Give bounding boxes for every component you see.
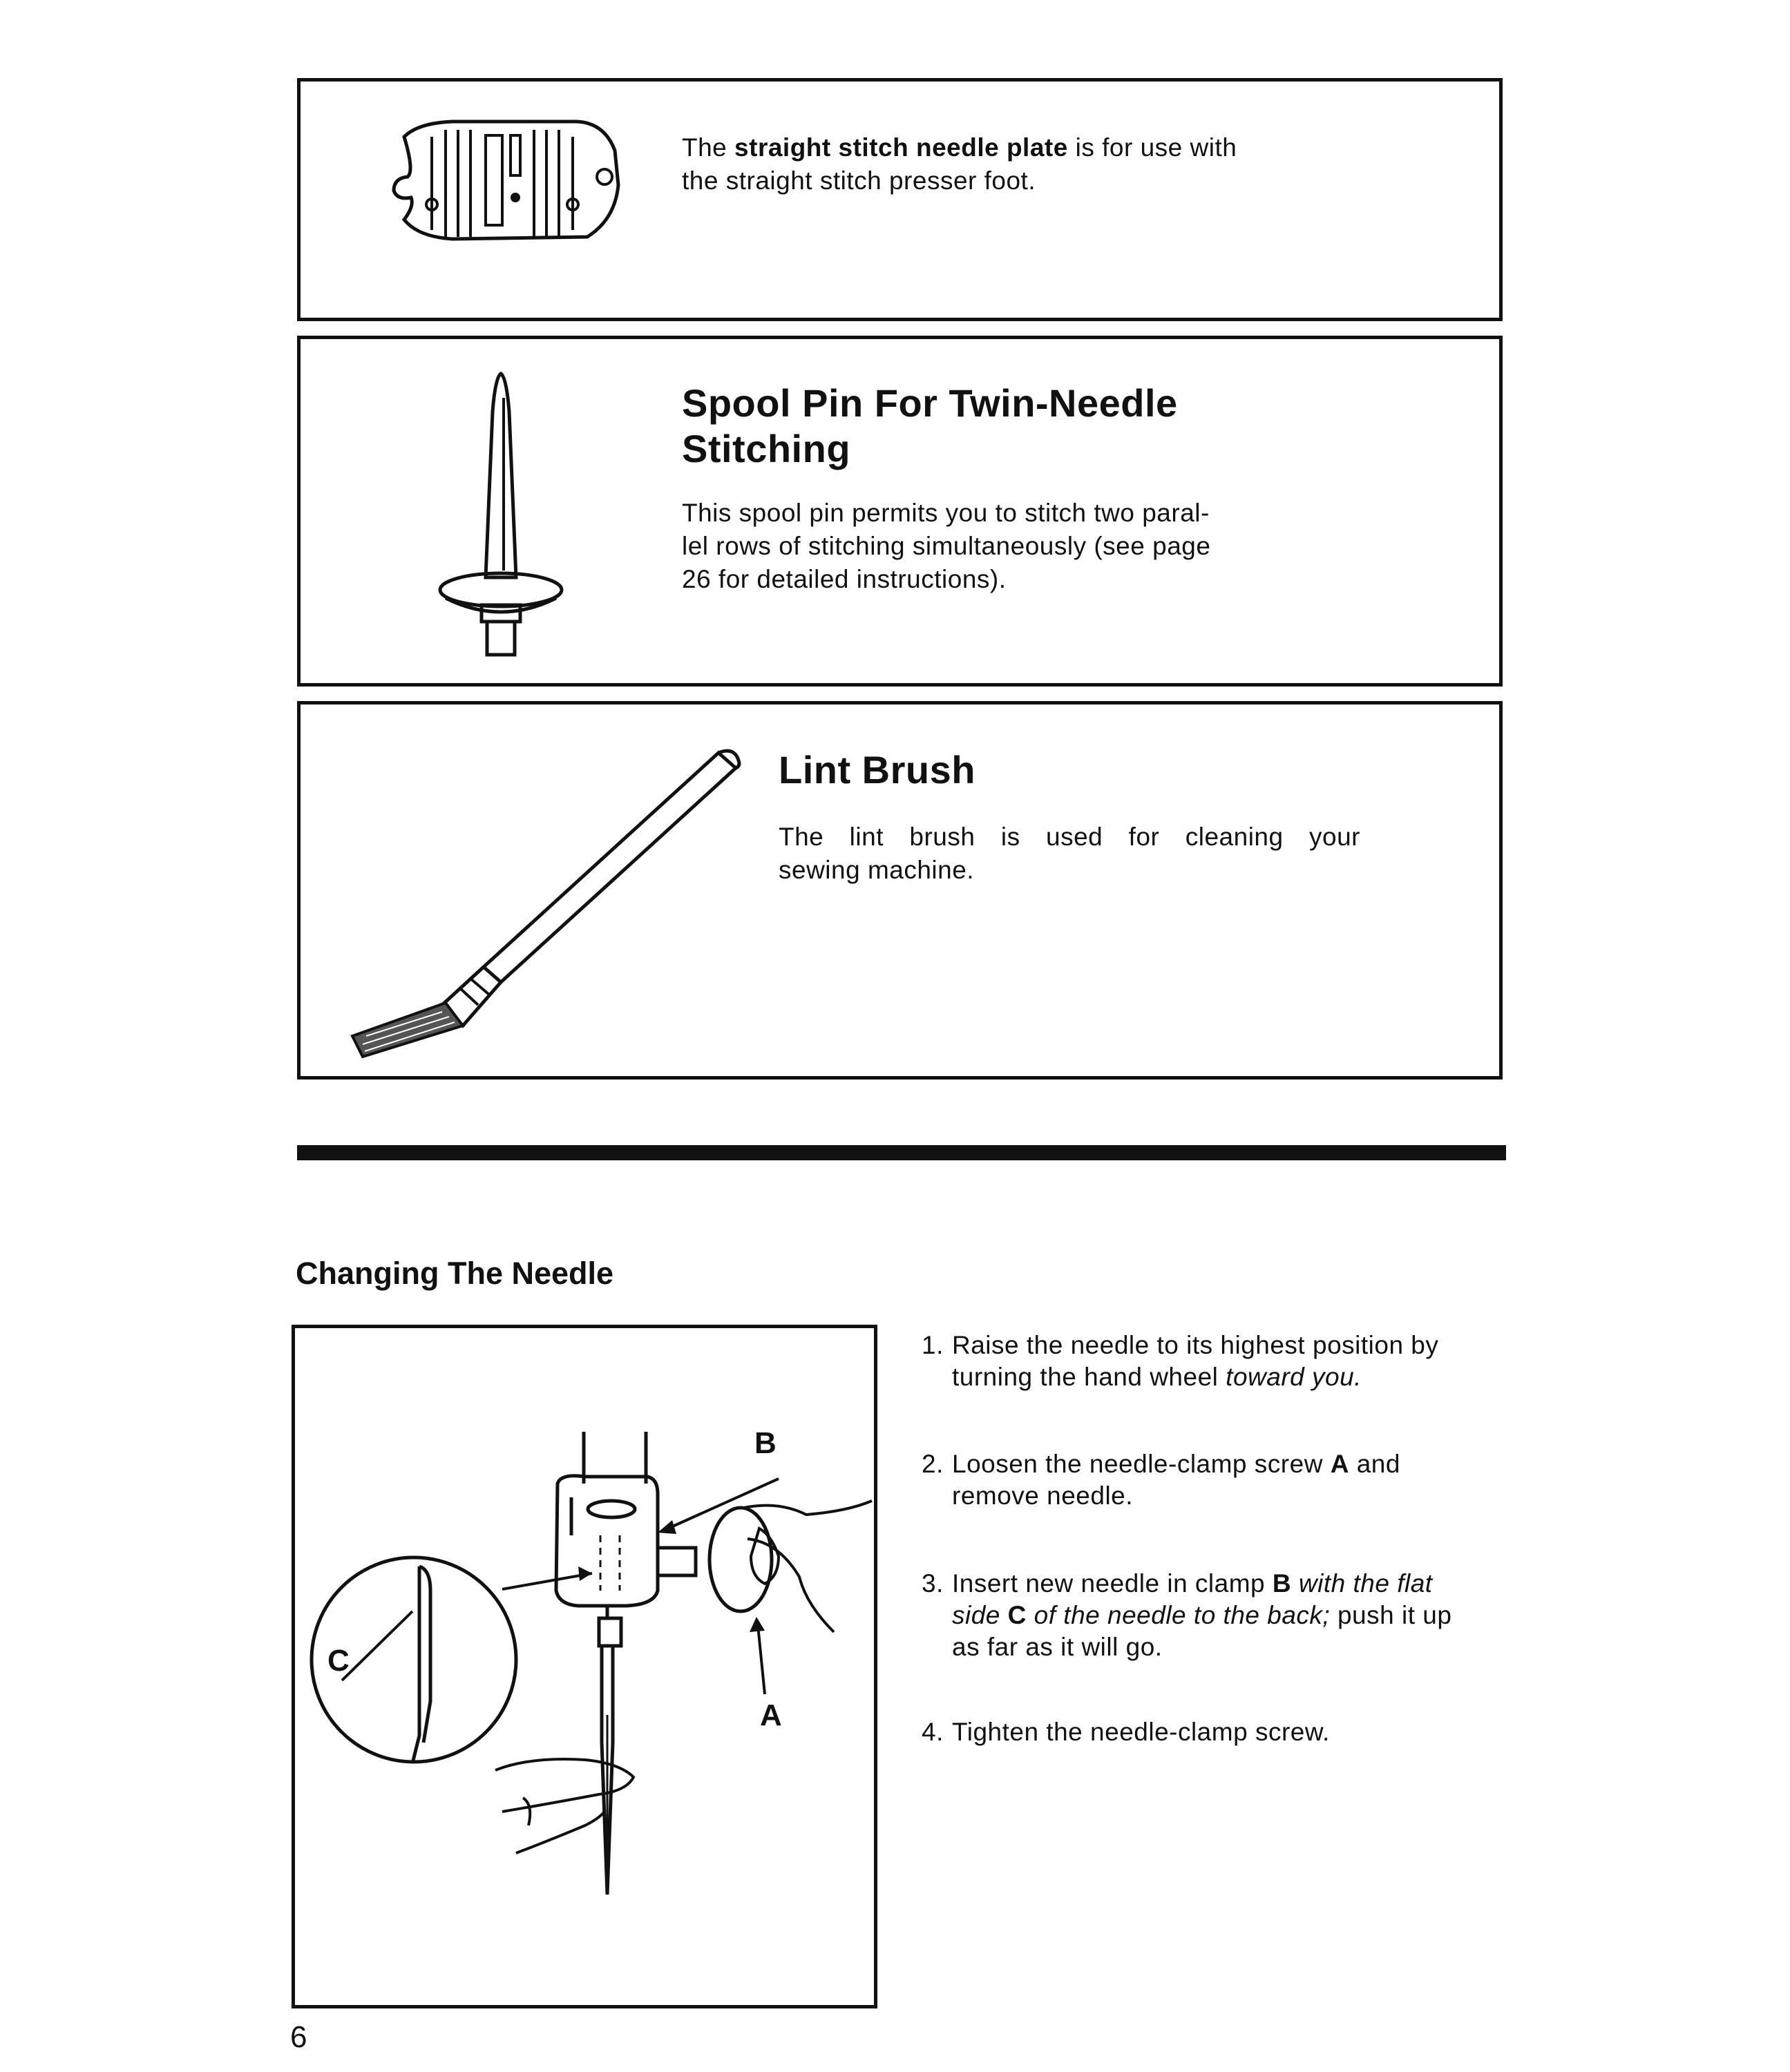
step-1 <box>922 1330 1438 1393</box>
step-4-line1: Tighten the needle-clamp screw. <box>952 1718 1330 1746</box>
callout-a: A <box>760 1698 782 1732</box>
needle-plate-prefix: The <box>682 133 735 162</box>
step-1-line2-italic: toward you. <box>1226 1363 1362 1391</box>
needle-plate-illustration <box>377 116 625 254</box>
spool-pin-title <box>682 381 1178 472</box>
step-4 <box>922 1716 1330 1748</box>
step-3-number: 3. <box>922 1569 944 1598</box>
needle-clamp-illustration <box>295 1328 881 2012</box>
lint-brush-line1: The lint brush is used for cleaning your <box>779 823 1360 851</box>
step-3-line2-end: push it up <box>1330 1601 1452 1629</box>
lint-brush-title <box>779 747 975 793</box>
spool-pin-title-line1: Spool Pin For Twin-Needle <box>682 381 1178 425</box>
step-3-line3: as far as it will go. <box>952 1633 1163 1661</box>
needle-illustration-box <box>292 1325 877 2008</box>
lint-brush-illustration <box>325 732 753 1064</box>
needle-plate-line2: the straight stitch presser foot. <box>682 166 1036 195</box>
spool-pin-body <box>682 497 1210 596</box>
spool-pin-line3: 26 for detailed instructions). <box>682 565 1007 593</box>
spool-pin-illustration <box>432 370 570 660</box>
spool-pin-line2: lel rows of stitching simultaneously (see page <box>682 532 1211 560</box>
step-3-line2-italic-b: of the needle to the back; <box>1026 1601 1331 1629</box>
step-2-bold-a: A <box>1330 1450 1349 1478</box>
step-2 <box>922 1448 1400 1512</box>
step-2-line2: remove needle. <box>952 1481 1134 1510</box>
callout-b: B <box>754 1426 777 1460</box>
step-3-line1: Insert new needle in clamp <box>952 1569 1273 1598</box>
callout-c: C <box>327 1644 350 1678</box>
lint-brush-title-text: Lint Brush <box>779 748 975 792</box>
step-3-bold-b: B <box>1272 1569 1292 1598</box>
needle-plate-text <box>682 131 1237 198</box>
step-3-line2-italic-a: side <box>952 1601 1008 1629</box>
spool-pin-box <box>297 336 1503 687</box>
lint-brush-body <box>779 821 1360 854</box>
needle-plate-line1-end: is for use with <box>1067 133 1237 162</box>
step-3-line1-italic: with the flat <box>1291 1569 1433 1598</box>
section-divider <box>297 1145 1506 1160</box>
page-number: 6 <box>290 2020 307 2054</box>
step-2-line1-end: and <box>1349 1450 1400 1478</box>
step-3-bold-c: C <box>1007 1601 1027 1629</box>
step-1-line2: turning the hand wheel <box>952 1363 1226 1391</box>
lint-brush-line2: sewing machine. <box>779 856 975 884</box>
needle-plate-box <box>297 78 1503 321</box>
needle-plate-bold-term: straight stitch needle plate <box>734 133 1068 162</box>
spool-pin-title-line2: Stitching <box>682 427 851 470</box>
step-3 <box>922 1568 1451 1663</box>
changing-needle-title: Changing The Needle <box>296 1256 614 1291</box>
lint-brush-body-line2 <box>779 854 974 887</box>
step-1-line1: Raise the needle to its highest position by <box>952 1331 1439 1359</box>
step-4-number: 4. <box>922 1718 944 1746</box>
step-2-number: 2. <box>922 1450 944 1478</box>
step-1-number: 1. <box>922 1331 944 1359</box>
lint-brush-box <box>297 701 1503 1080</box>
spool-pin-line1: This spool pin permits you to stitch two paral- <box>682 499 1210 527</box>
step-2-line1: Loosen the needle-clamp screw <box>952 1450 1331 1478</box>
